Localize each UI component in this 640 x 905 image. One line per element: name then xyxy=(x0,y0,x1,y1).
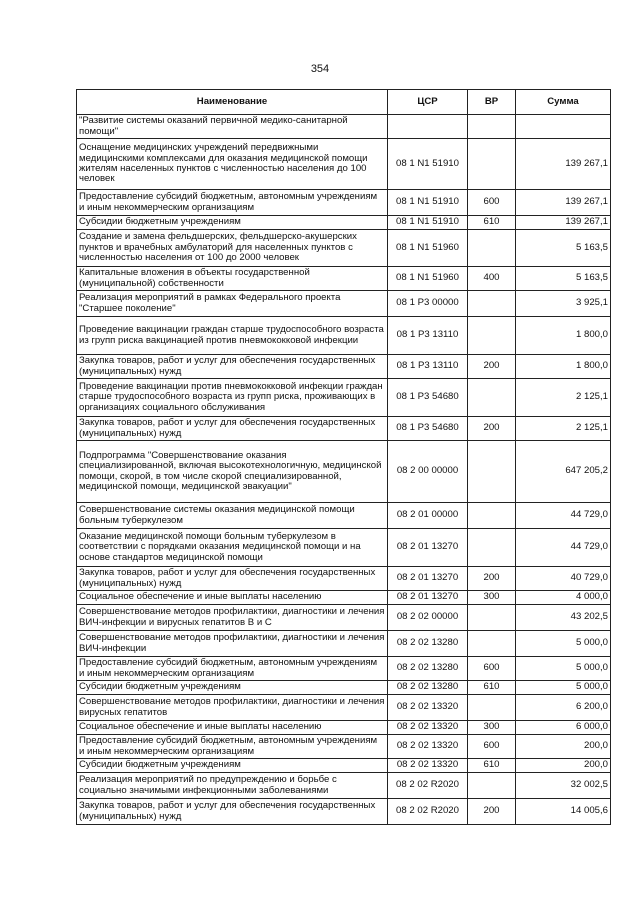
row-name: Субсидии бюджетным учреждениям xyxy=(77,216,388,230)
row-vr: 400 xyxy=(468,267,516,291)
header-sum: Сумма xyxy=(516,90,611,115)
table-row xyxy=(77,115,611,139)
table-row xyxy=(77,759,611,773)
row-vr xyxy=(468,695,516,721)
row-vr: 300 xyxy=(468,721,516,735)
row-csr: 08 1 P3 54680 xyxy=(388,417,468,441)
row-vr xyxy=(468,291,516,317)
row-sum: 2 125,1 xyxy=(516,379,611,417)
row-name: Закупка товаров, работ и услуг для обеспечения государственных (муниципальных) нужд xyxy=(77,417,388,441)
row-name: Субсидии бюджетным учреждениям xyxy=(77,681,388,695)
row-csr: 08 1 P3 13110 xyxy=(388,355,468,379)
row-csr: 08 2 02 R2020 xyxy=(388,773,468,799)
row-sum xyxy=(516,115,611,139)
table-row xyxy=(77,317,611,355)
row-sum: 3 925,1 xyxy=(516,291,611,317)
table-row xyxy=(77,567,611,591)
row-name: Оказание медицинской помощи больным туберкулезом в соответствии с порядками оказания медицинской помощи и на основе стандартов медицинской помощи xyxy=(77,529,388,567)
row-name: Капитальные вложения в объекты государственной (муниципальной) собственности xyxy=(77,267,388,291)
row-sum: 647 205,2 xyxy=(516,441,611,503)
row-sum: 139 267,1 xyxy=(516,216,611,230)
table-row xyxy=(77,773,611,799)
row-sum: 14 005,6 xyxy=(516,799,611,825)
header-csr: ЦСР xyxy=(388,90,468,115)
table-row xyxy=(77,721,611,735)
row-name: Реализация мероприятий в рамках Федерального проекта "Старшее поколение" xyxy=(77,291,388,317)
row-name: Предоставление субсидий бюджетным, автономным учреждениям и иным некоммерческим организациям xyxy=(77,657,388,681)
row-sum: 32 002,5 xyxy=(516,773,611,799)
table-body xyxy=(77,115,611,825)
row-vr xyxy=(468,441,516,503)
row-sum: 4 000,0 xyxy=(516,591,611,605)
row-csr: 08 2 00 00000 xyxy=(388,441,468,503)
table-row xyxy=(77,799,611,825)
row-sum: 43 202,5 xyxy=(516,605,611,631)
table-row xyxy=(77,230,611,267)
row-sum: 6 000,0 xyxy=(516,721,611,735)
row-sum: 139 267,1 xyxy=(516,139,611,190)
row-name: Реализация мероприятий по предупреждению и борьбе с социально значимыми инфекционными заболеваниями xyxy=(77,773,388,799)
row-vr: 610 xyxy=(468,759,516,773)
row-vr xyxy=(468,529,516,567)
row-vr xyxy=(468,605,516,631)
row-sum: 5 000,0 xyxy=(516,681,611,695)
row-csr: 08 2 02 13280 xyxy=(388,681,468,695)
row-vr xyxy=(468,115,516,139)
row-sum: 44 729,0 xyxy=(516,503,611,529)
row-csr: 08 2 02 13280 xyxy=(388,631,468,657)
row-vr xyxy=(468,503,516,529)
row-sum: 1 800,0 xyxy=(516,317,611,355)
row-vr: 610 xyxy=(468,216,516,230)
row-name: Создание и замена фельдшерских, фельдшерско-акушерских пунктов и врачебных амбулаторий для населенных пунктов с численностью населения от 100 до 2000 человек xyxy=(77,230,388,267)
row-vr xyxy=(468,139,516,190)
row-csr: 08 1 P3 00000 xyxy=(388,291,468,317)
row-name: Проведение вакцинации против пневмококковой инфекции граждан старше трудоспособного возраста из групп риска, проживающих в организациях социального обслуживания xyxy=(77,379,388,417)
table-row xyxy=(77,681,611,695)
table-header-row xyxy=(77,90,611,115)
table-row xyxy=(77,441,611,503)
row-vr: 600 xyxy=(468,190,516,216)
table-row xyxy=(77,355,611,379)
row-csr: 08 2 02 13320 xyxy=(388,721,468,735)
row-name: Закупка товаров, работ и услуг для обеспечения государственных (муниципальных) нужд xyxy=(77,567,388,591)
row-sum: 40 729,0 xyxy=(516,567,611,591)
table-row xyxy=(77,735,611,759)
row-sum: 5 000,0 xyxy=(516,631,611,657)
row-vr xyxy=(468,631,516,657)
row-name: Оснащение медицинских учреждений передвижными медицинскими комплексами для оказания медицинской помощи жителям населенных пунктов с численностью населения до 100 человек xyxy=(77,139,388,190)
row-name: "Развитие системы оказаний первичной медико-санитарной помощи" xyxy=(77,115,388,139)
row-vr xyxy=(468,317,516,355)
header-vr: ВР xyxy=(468,90,516,115)
row-csr: 08 2 01 13270 xyxy=(388,567,468,591)
row-name: Закупка товаров, работ и услуг для обеспечения государственных (муниципальных) нужд xyxy=(77,355,388,379)
row-sum: 2 125,1 xyxy=(516,417,611,441)
row-vr: 200 xyxy=(468,567,516,591)
table-row xyxy=(77,379,611,417)
row-name: Проведение вакцинации граждан старше трудоспособного возраста из групп риска вакцинацией против пневмококковой инфекции xyxy=(77,317,388,355)
row-csr: 08 2 02 00000 xyxy=(388,605,468,631)
row-vr: 600 xyxy=(468,735,516,759)
row-vr: 300 xyxy=(468,591,516,605)
row-csr: 08 2 01 13270 xyxy=(388,529,468,567)
row-csr: 08 2 02 R2020 xyxy=(388,799,468,825)
row-vr xyxy=(468,379,516,417)
row-name: Предоставление субсидий бюджетным, автономным учреждениям и иным некоммерческим организациям xyxy=(77,190,388,216)
row-csr: 08 2 02 13320 xyxy=(388,735,468,759)
row-name: Социальное обеспечение и иные выплаты населению xyxy=(77,721,388,735)
row-vr: 610 xyxy=(468,681,516,695)
row-name: Совершенствование методов профилактики, диагностики и лечения вирусных гепатитов xyxy=(77,695,388,721)
row-sum: 139 267,1 xyxy=(516,190,611,216)
row-name: Совершенствование системы оказания медицинской помощи больным туберкулезом xyxy=(77,503,388,529)
table-row xyxy=(77,267,611,291)
table-row xyxy=(77,695,611,721)
row-sum: 200,0 xyxy=(516,759,611,773)
row-sum: 6 200,0 xyxy=(516,695,611,721)
table-row xyxy=(77,605,611,631)
budget-table xyxy=(76,89,611,825)
row-name: Подпрограмма "Совершенствование оказания специализированной, включая высокотехнологичную, медицинской помощи, скорой, в том числе скорой специализированной, медицинской помощи, медицинской эвакуации" xyxy=(77,441,388,503)
row-sum: 200,0 xyxy=(516,735,611,759)
row-csr: 08 1 N1 51910 xyxy=(388,139,468,190)
row-csr: 08 2 01 00000 xyxy=(388,503,468,529)
row-vr: 200 xyxy=(468,799,516,825)
row-csr: 08 1 P3 13110 xyxy=(388,317,468,355)
row-name: Закупка товаров, работ и услуг для обеспечения государственных (муниципальных) нужд xyxy=(77,799,388,825)
row-csr: 08 2 02 13280 xyxy=(388,657,468,681)
table-row xyxy=(77,190,611,216)
row-vr xyxy=(468,230,516,267)
row-vr: 200 xyxy=(468,355,516,379)
row-csr: 08 1 N1 51910 xyxy=(388,190,468,216)
row-csr: 08 2 02 13320 xyxy=(388,695,468,721)
row-name: Совершенствование методов профилактики, диагностики и лечения ВИЧ-инфекции xyxy=(77,631,388,657)
row-vr xyxy=(468,773,516,799)
table-row xyxy=(77,291,611,317)
row-vr: 600 xyxy=(468,657,516,681)
row-csr: 08 1 N1 51960 xyxy=(388,267,468,291)
table-row xyxy=(77,417,611,441)
row-csr: 08 1 N1 51910 xyxy=(388,216,468,230)
row-sum: 1 800,0 xyxy=(516,355,611,379)
row-sum: 5 163,5 xyxy=(516,267,611,291)
row-csr: 08 2 01 13270 xyxy=(388,591,468,605)
row-name: Совершенствование методов профилактики, диагностики и лечения ВИЧ-инфекции и вирусных гепатитов В и С xyxy=(77,605,388,631)
row-name: Предоставление субсидий бюджетным, автономным учреждениям и иным некоммерческим организациям xyxy=(77,735,388,759)
row-csr: 08 1 N1 51960 xyxy=(388,230,468,267)
table-row xyxy=(77,591,611,605)
table-row xyxy=(77,529,611,567)
table-row xyxy=(77,631,611,657)
row-vr: 200 xyxy=(468,417,516,441)
row-csr: 08 1 P3 54680 xyxy=(388,379,468,417)
row-name: Субсидии бюджетным учреждениям xyxy=(77,759,388,773)
table-row xyxy=(77,657,611,681)
page-number: 354 xyxy=(310,63,330,75)
row-sum: 44 729,0 xyxy=(516,529,611,567)
row-sum: 5 000,0 xyxy=(516,657,611,681)
row-csr: 08 2 02 13320 xyxy=(388,759,468,773)
row-name: Социальное обеспечение и иные выплаты населению xyxy=(77,591,388,605)
table-row xyxy=(77,503,611,529)
row-csr xyxy=(388,115,468,139)
table-row xyxy=(77,216,611,230)
row-sum: 5 163,5 xyxy=(516,230,611,267)
header-name: Наименование xyxy=(77,90,388,115)
table-row xyxy=(77,139,611,190)
